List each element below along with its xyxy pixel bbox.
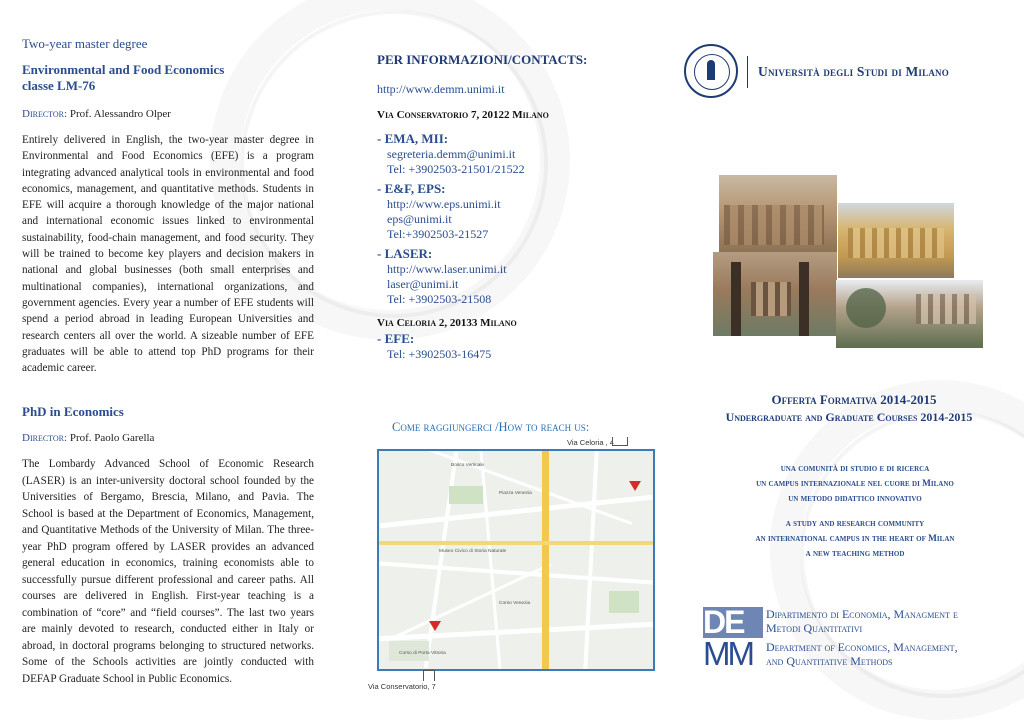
director-label: Director: <box>22 108 68 120</box>
master-title: Environmental and Food Economics <box>22 62 225 77</box>
master-description: Entirely delivered in English, the two-year master degree in Environmental and Food Economics (EFE) is a program integrating advanced analytical tools in environmental and food economics, management, and quantitative methods. Students in EFE will acquire a thorough knowledge of the major national and international economic issues linked to environmental sustainability, food-chain management, and food security. They will be trained to become key players and decision makers in national and global businesses (both small enterprises and multinational companies), international organizations, and government agencies. Every year a number of EFE students will spend a period abroad in leading European Universities and research centers all over the world. A sizeable number of EFE graduates will be able to attend top PhD programs for their academic career. <box>22 134 314 375</box>
dept-name-it <box>766 607 958 635</box>
map-road <box>480 451 502 668</box>
master-label: Two-year master degree <box>22 36 148 51</box>
demm-url-link[interactable]: http://www.demm.unimi.it <box>377 82 505 96</box>
master-director-name: Prof. Alessandro Olper <box>69 108 171 120</box>
address-celoria: Via Celoria 2, 20133 Milano <box>377 317 517 329</box>
offer-title: Offerta Formativa 2014-2015 <box>771 392 937 407</box>
campus-photo-1 <box>719 175 837 255</box>
phd-description: The Lombardy Advanced School of Economic Research (LASER) is an inter-university doctoral school founded by the Universities of Bergamo, Brescia, Milano, and Pavia. The School is based at the Department of Economics, Management, and Quantitative Methods of the University of Milan. The three-year PhD program offered by LASER provides an advanced general education in economics, training economists able to successfully pursue different professional and career paths. All courses are delivered in English. First-year teaching is a combination of “core” and “field courses”. The last two years are mainly devoted to research, conducted either in Italy or abroad, in doctoral programs belonging to structured networks. Some of the Schools activities are jointly conducted with DEFAP Graduate School in Public Economics. <box>22 458 314 685</box>
ef-email-link[interactable]: eps@unimi.it <box>387 212 452 226</box>
ef-tel: Tel:+3902503-21527 <box>387 227 489 241</box>
left-column <box>22 36 314 687</box>
how-to-reach-title: Come raggiungerci /How to reach us: <box>392 420 590 434</box>
laser-tel: Tel: +3902503-21508 <box>387 292 492 306</box>
laser-email-link[interactable]: laser@unimi.it <box>387 277 459 291</box>
demm-logo <box>703 607 763 669</box>
ef-title: - E&F, EPS: <box>377 181 446 196</box>
phd-title: PhD in Economics <box>22 404 124 420</box>
map-arrow-top-icon <box>612 437 628 446</box>
map-text: Corso Venezia <box>499 601 531 606</box>
map-label-celoria: Via Celoria , 4 <box>567 438 614 447</box>
phd-director <box>22 432 314 444</box>
dept-it-line-1: Dipartimento di Economia, Managment e <box>766 607 958 621</box>
map-main-road <box>542 451 549 669</box>
director-label: Director: <box>22 432 68 445</box>
offer-subtitle: Undergraduate and Graduate Courses 2014-2015 <box>725 410 973 424</box>
laser-url-link[interactable]: http://www.laser.unimi.it <box>387 262 507 276</box>
logo-divider <box>747 56 748 88</box>
slogan-en-2: an international campus in the heart of Milan <box>755 534 955 544</box>
slogan-it-1: una comunità di studio e di ricerca <box>780 464 930 474</box>
dept-name-en <box>766 640 958 668</box>
slogan-en-3: a new teaching method <box>805 549 905 559</box>
slogans <box>690 462 1020 562</box>
dept-it-line-2: Metodi Quantitativi <box>766 621 863 635</box>
demm-logo-top: DE <box>703 607 763 638</box>
ema-tel: Tel: +3902503-21501/21522 <box>387 162 525 176</box>
contacts-column <box>377 52 647 362</box>
map-text: Corso di Porta Vittoria <box>399 651 446 656</box>
university-seal-logo <box>684 44 738 98</box>
dept-en-line-1: Department of Economics, Management, <box>766 640 958 654</box>
map-road <box>379 495 652 529</box>
dept-en-line-2: and Quantitative Methods <box>766 654 893 668</box>
map-arrow-bottom-icon <box>423 670 435 681</box>
map-park <box>609 591 639 613</box>
address-conservatorio: Via Conservatorio 7, 20122 Milano <box>377 109 549 121</box>
demm-logo-bottom: MM <box>703 638 752 669</box>
master-class: classe LM-76 <box>22 78 96 93</box>
map-road <box>583 451 598 669</box>
university-name: Università degli Studi di Milano <box>758 64 949 79</box>
ef-url-link[interactable]: http://www.eps.unimi.it <box>387 197 501 211</box>
efe-title: - EFE: <box>377 331 415 346</box>
laser-title: - LASER: <box>377 246 433 261</box>
ema-email-link[interactable]: segreteria.demm@unimi.it <box>387 147 516 161</box>
map-text: Piazza Venezia <box>499 491 532 496</box>
map-label-conservatorio: Via Conservatorio, 7 <box>368 682 436 691</box>
map-park <box>449 486 483 504</box>
ema-title: - EMA, MII: <box>377 131 449 146</box>
map-main-road <box>379 541 653 545</box>
slogan-it-2: un campus internazionale nel cuore di Milano <box>756 479 954 489</box>
celoria-marker-icon[interactable] <box>629 481 641 491</box>
slogan-en-1: a study and research community <box>785 519 925 529</box>
location-map[interactable] <box>377 449 655 671</box>
campus-photo-3 <box>713 252 837 336</box>
map-text: Bosco Verticale <box>451 463 485 468</box>
campus-photo-4 <box>836 280 983 348</box>
master-director <box>22 108 314 120</box>
map-text: Museo Civico di Storia Naturale <box>439 549 507 554</box>
phd-director-name: Prof. Paolo Garella <box>69 432 155 445</box>
contacts-title: PER INFORMAZIONI/CONTACTS: <box>377 52 588 67</box>
campus-photo-2 <box>838 203 954 278</box>
slogan-it-3: un metodo didattico innovativo <box>788 494 922 504</box>
conservatorio-marker-icon[interactable] <box>429 621 441 631</box>
efe-tel: Tel: +3902503-16475 <box>387 347 492 361</box>
